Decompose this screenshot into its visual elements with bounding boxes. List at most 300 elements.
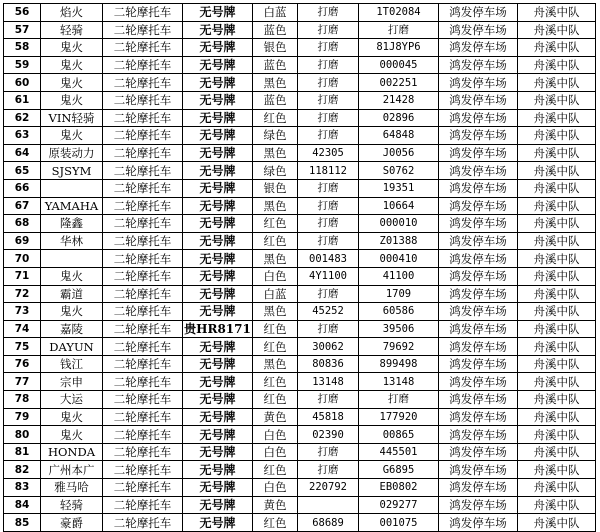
row-number-cell: 85 [4, 514, 41, 532]
squad-cell: 舟溪中队 [518, 232, 596, 250]
vehicle-type-cell: 二轮摩托车 [103, 39, 183, 57]
row-number-cell: 84 [4, 496, 41, 514]
brand-cell: SJSYM [41, 162, 103, 180]
plate-cell: 无号牌 [183, 496, 253, 514]
color-cell: 白色 [253, 267, 298, 285]
brand-cell: YAMAHA [41, 197, 103, 215]
row-number-cell: 73 [4, 303, 41, 321]
frame-number-cell: 899498 [359, 355, 439, 373]
vehicle-type-cell: 二轮摩托车 [103, 162, 183, 180]
vehicle-type-cell: 二轮摩托车 [103, 127, 183, 145]
engine-number-cell: 打磨 [298, 285, 359, 303]
parking-lot-cell: 鸿发停车场 [439, 373, 518, 391]
squad-cell: 舟溪中队 [518, 408, 596, 426]
row-number-cell: 83 [4, 479, 41, 497]
frame-number-cell: 打磨 [359, 21, 439, 39]
frame-number-cell: S0762 [359, 162, 439, 180]
parking-lot-cell: 鸿发停车场 [439, 267, 518, 285]
color-cell: 黑色 [253, 303, 298, 321]
brand-cell: 鬼火 [41, 56, 103, 74]
frame-number-cell: J0056 [359, 144, 439, 162]
brand-cell: 焰火 [41, 4, 103, 22]
plate-cell: 无号牌 [183, 162, 253, 180]
engine-number-cell: 打磨 [298, 109, 359, 127]
parking-lot-cell: 鸿发停车场 [439, 4, 518, 22]
color-cell: 黑色 [253, 74, 298, 92]
engine-number-cell: 打磨 [298, 21, 359, 39]
parking-lot-cell: 鸿发停车场 [439, 338, 518, 356]
frame-number-cell: 002251 [359, 74, 439, 92]
parking-lot-cell: 鸿发停车场 [439, 109, 518, 127]
table-row [4, 303, 596, 321]
engine-number-cell: 118112 [298, 162, 359, 180]
row-number-cell: 82 [4, 461, 41, 479]
vehicle-type-cell: 二轮摩托车 [103, 197, 183, 215]
frame-number-cell: 029277 [359, 496, 439, 514]
plate-cell: 无号牌 [183, 4, 253, 22]
frame-number-cell: 打磨 [359, 391, 439, 409]
parking-lot-cell: 鸿发停车场 [439, 91, 518, 109]
color-cell: 白色 [253, 426, 298, 444]
plate-cell: 无号牌 [183, 127, 253, 145]
brand-cell: VIN轻骑 [41, 109, 103, 127]
vehicle-type-cell: 二轮摩托车 [103, 144, 183, 162]
vehicle-type-cell: 二轮摩托车 [103, 355, 183, 373]
color-cell: 绿色 [253, 127, 298, 145]
color-cell: 白色 [253, 479, 298, 497]
frame-number-cell: 00865 [359, 426, 439, 444]
vehicle-type-cell: 二轮摩托车 [103, 320, 183, 338]
parking-lot-cell: 鸿发停车场 [439, 496, 518, 514]
row-number-cell: 58 [4, 39, 41, 57]
brand-cell: 广州本广 [41, 461, 103, 479]
frame-number-cell: 001075 [359, 514, 439, 532]
brand-cell: 鬼火 [41, 39, 103, 57]
table-row [4, 267, 596, 285]
plate-cell: 无号牌 [183, 56, 253, 74]
frame-number-cell: 000410 [359, 250, 439, 268]
table-row [4, 39, 596, 57]
plate-cell: 无号牌 [183, 373, 253, 391]
vehicle-type-cell: 二轮摩托车 [103, 391, 183, 409]
vehicle-type-cell: 二轮摩托车 [103, 109, 183, 127]
engine-number-cell: 打磨 [298, 4, 359, 22]
plate-cell: 无号牌 [183, 215, 253, 233]
table-row [4, 144, 596, 162]
table-row [4, 127, 596, 145]
brand-cell: 原装动力 [41, 144, 103, 162]
row-number-cell: 81 [4, 443, 41, 461]
row-number-cell: 77 [4, 373, 41, 391]
squad-cell: 舟溪中队 [518, 21, 596, 39]
vehicle-type-cell: 二轮摩托车 [103, 426, 183, 444]
engine-number-cell: 68689 [298, 514, 359, 532]
row-number-cell: 76 [4, 355, 41, 373]
engine-number-cell: 45252 [298, 303, 359, 321]
row-number-cell: 62 [4, 109, 41, 127]
plate-cell: 贵HR8171 [184, 321, 251, 336]
squad-cell: 舟溪中队 [518, 215, 596, 233]
row-number-cell: 80 [4, 426, 41, 444]
color-cell: 银色 [253, 179, 298, 197]
table-row [4, 4, 596, 22]
parking-lot-cell: 鸿发停车场 [439, 479, 518, 497]
row-number-cell: 60 [4, 74, 41, 92]
plate-cell: 无号牌 [183, 144, 253, 162]
color-cell: 红色 [253, 232, 298, 250]
parking-lot-cell: 鸿发停车场 [439, 232, 518, 250]
plate-cell: 无号牌 [183, 232, 253, 250]
color-cell: 白蓝 [253, 4, 298, 22]
vehicle-type-cell: 二轮摩托车 [103, 232, 183, 250]
plate-cell: 无号牌 [183, 39, 253, 57]
table-row [4, 514, 596, 532]
plate-cell: 无号牌 [183, 303, 253, 321]
squad-cell: 舟溪中队 [518, 303, 596, 321]
frame-number-cell: 81J8YP6 [359, 39, 439, 57]
squad-cell: 舟溪中队 [518, 285, 596, 303]
table-row [4, 21, 596, 39]
table-row [4, 426, 596, 444]
engine-number-cell: 打磨 [298, 39, 359, 57]
frame-number-cell: EB0802 [359, 479, 439, 497]
vehicle-type-cell: 二轮摩托车 [103, 443, 183, 461]
color-cell: 红色 [253, 391, 298, 409]
brand-cell: 雅马哈 [41, 479, 103, 497]
squad-cell: 舟溪中队 [518, 426, 596, 444]
parking-lot-cell: 鸿发停车场 [439, 391, 518, 409]
plate-cell: 无号牌 [183, 426, 253, 444]
plate-cell: 无号牌 [183, 461, 253, 479]
vehicle-type-cell: 二轮摩托车 [103, 514, 183, 532]
squad-cell: 舟溪中队 [518, 39, 596, 57]
color-cell: 绿色 [253, 162, 298, 180]
squad-cell: 舟溪中队 [518, 74, 596, 92]
engine-number-cell: 001483 [298, 250, 359, 268]
plate-cell: 无号牌 [183, 391, 253, 409]
frame-number-cell: 177920 [359, 408, 439, 426]
plate-cell: 无号牌 [183, 514, 253, 532]
squad-cell: 舟溪中队 [518, 373, 596, 391]
row-number-cell: 65 [4, 162, 41, 180]
squad-cell: 舟溪中队 [518, 127, 596, 145]
squad-cell: 舟溪中队 [518, 179, 596, 197]
brand-cell: 鬼火 [41, 267, 103, 285]
plate-cell: 无号牌 [183, 179, 253, 197]
vehicle-type-cell: 二轮摩托车 [103, 285, 183, 303]
plate-cell: 无号牌 [183, 338, 253, 356]
squad-cell: 舟溪中队 [518, 443, 596, 461]
vehicle-table-body [4, 4, 596, 532]
row-number-cell: 59 [4, 56, 41, 74]
color-cell: 红色 [253, 320, 298, 338]
vehicle-type-cell: 二轮摩托车 [103, 461, 183, 479]
parking-lot-cell: 鸿发停车场 [439, 179, 518, 197]
table-row [4, 461, 596, 479]
frame-number-cell: 1709 [359, 285, 439, 303]
parking-lot-cell: 鸿发停车场 [439, 144, 518, 162]
plate-cell: 无号牌 [183, 408, 253, 426]
engine-number-cell: 30062 [298, 338, 359, 356]
table-row [4, 232, 596, 250]
frame-number-cell: 60586 [359, 303, 439, 321]
engine-number-cell: 打磨 [298, 320, 359, 338]
frame-number-cell: 41100 [359, 267, 439, 285]
color-cell: 红色 [253, 373, 298, 391]
color-cell: 银色 [253, 39, 298, 57]
vehicle-type-cell: 二轮摩托车 [103, 267, 183, 285]
vehicle-type-cell: 二轮摩托车 [103, 4, 183, 22]
engine-number-cell: 打磨 [298, 197, 359, 215]
vehicle-type-cell: 二轮摩托车 [103, 74, 183, 92]
brand-cell: 轻骑 [41, 496, 103, 514]
squad-cell: 舟溪中队 [518, 162, 596, 180]
table-row [4, 285, 596, 303]
frame-number-cell: 000010 [359, 215, 439, 233]
brand-cell [41, 179, 103, 197]
table-row [4, 391, 596, 409]
row-number-cell: 67 [4, 197, 41, 215]
brand-cell: 大运 [41, 391, 103, 409]
row-number-cell: 75 [4, 338, 41, 356]
vehicle-type-cell: 二轮摩托车 [103, 496, 183, 514]
parking-lot-cell: 鸿发停车场 [439, 426, 518, 444]
table-row [4, 215, 596, 233]
table-row [4, 338, 596, 356]
frame-number-cell: 445501 [359, 443, 439, 461]
plate-cell: 无号牌 [183, 74, 253, 92]
engine-number-cell: 打磨 [298, 391, 359, 409]
engine-number-cell: 4Y1100 [298, 267, 359, 285]
row-number-cell: 61 [4, 91, 41, 109]
engine-number-cell: 42305 [298, 144, 359, 162]
plate-cell: 无号牌 [183, 443, 253, 461]
brand-cell: 嘉陵 [41, 320, 103, 338]
parking-lot-cell: 鸿发停车场 [439, 461, 518, 479]
squad-cell: 舟溪中队 [518, 514, 596, 532]
row-number-cell: 68 [4, 215, 41, 233]
vehicle-type-cell: 二轮摩托车 [103, 479, 183, 497]
row-number-cell: 56 [4, 4, 41, 22]
frame-number-cell: 64848 [359, 127, 439, 145]
parking-lot-cell: 鸿发停车场 [439, 443, 518, 461]
row-number-cell: 71 [4, 267, 41, 285]
brand-cell: HONDA [41, 443, 103, 461]
parking-lot-cell: 鸿发停车场 [439, 250, 518, 268]
frame-number-cell: 21428 [359, 91, 439, 109]
brand-cell: 鬼火 [41, 303, 103, 321]
engine-number-cell [298, 496, 359, 514]
table-row [4, 250, 596, 268]
squad-cell: 舟溪中队 [518, 320, 596, 338]
table-row [4, 355, 596, 373]
plate-cell: 无号牌 [183, 479, 253, 497]
engine-number-cell: 打磨 [298, 461, 359, 479]
table-row [4, 162, 596, 180]
row-number-cell: 78 [4, 391, 41, 409]
squad-cell: 舟溪中队 [518, 461, 596, 479]
vehicle-type-cell: 二轮摩托车 [103, 179, 183, 197]
brand-cell: 豪爵 [41, 514, 103, 532]
plate-cell: 无号牌 [183, 267, 253, 285]
row-number-cell: 63 [4, 127, 41, 145]
parking-lot-cell: 鸿发停车场 [439, 355, 518, 373]
plate-cell: 无号牌 [183, 285, 253, 303]
squad-cell: 舟溪中队 [518, 391, 596, 409]
squad-cell: 舟溪中队 [518, 338, 596, 356]
vehicle-type-cell: 二轮摩托车 [103, 21, 183, 39]
squad-cell: 舟溪中队 [518, 197, 596, 215]
row-number-cell: 72 [4, 285, 41, 303]
squad-cell: 舟溪中队 [518, 267, 596, 285]
squad-cell: 舟溪中队 [518, 109, 596, 127]
brand-cell: 隆鑫 [41, 215, 103, 233]
brand-cell: 鬼火 [41, 426, 103, 444]
frame-number-cell: 000045 [359, 56, 439, 74]
squad-cell: 舟溪中队 [518, 4, 596, 22]
parking-lot-cell: 鸿发停车场 [439, 162, 518, 180]
color-cell: 红色 [253, 109, 298, 127]
parking-lot-cell: 鸿发停车场 [439, 285, 518, 303]
frame-number-cell: Z01388 [359, 232, 439, 250]
brand-cell: 华林 [41, 232, 103, 250]
vehicle-type-cell: 二轮摩托车 [103, 338, 183, 356]
squad-cell: 舟溪中队 [518, 496, 596, 514]
table-row [4, 179, 596, 197]
table-row [4, 56, 596, 74]
row-number-cell: 79 [4, 408, 41, 426]
vehicle-type-cell: 二轮摩托车 [103, 250, 183, 268]
table-row [4, 496, 596, 514]
engine-number-cell: 打磨 [298, 74, 359, 92]
parking-lot-cell: 鸿发停车场 [439, 197, 518, 215]
color-cell: 黑色 [253, 250, 298, 268]
brand-cell: 鬼火 [41, 91, 103, 109]
table-row [4, 197, 596, 215]
engine-number-cell: 打磨 [298, 443, 359, 461]
frame-number-cell: 19351 [359, 179, 439, 197]
color-cell: 黑色 [253, 197, 298, 215]
engine-number-cell: 220792 [298, 479, 359, 497]
frame-number-cell: G6895 [359, 461, 439, 479]
color-cell: 白色 [253, 443, 298, 461]
plate-cell: 无号牌 [183, 197, 253, 215]
parking-lot-cell: 鸿发停车场 [439, 215, 518, 233]
parking-lot-cell: 鸿发停车场 [439, 74, 518, 92]
parking-lot-cell: 鸿发停车场 [439, 21, 518, 39]
engine-number-cell: 13148 [298, 373, 359, 391]
squad-cell: 舟溪中队 [518, 250, 596, 268]
vehicle-type-cell: 二轮摩托车 [103, 56, 183, 74]
brand-cell: 宗申 [41, 373, 103, 391]
vehicle-type-cell: 二轮摩托车 [103, 215, 183, 233]
engine-number-cell: 45818 [298, 408, 359, 426]
vehicle-type-cell: 二轮摩托车 [103, 303, 183, 321]
vehicle-type-cell: 二轮摩托车 [103, 373, 183, 391]
squad-cell: 舟溪中队 [518, 56, 596, 74]
frame-number-cell: 79692 [359, 338, 439, 356]
vehicle-table-container [3, 3, 596, 532]
table-row [4, 373, 596, 391]
table-row [4, 91, 596, 109]
frame-number-cell: 13148 [359, 373, 439, 391]
table-row [4, 109, 596, 127]
table-row [4, 443, 596, 461]
color-cell: 蓝色 [253, 56, 298, 74]
parking-lot-cell: 鸿发停车场 [439, 56, 518, 74]
engine-number-cell: 80836 [298, 355, 359, 373]
row-number-cell: 57 [4, 21, 41, 39]
brand-cell [41, 250, 103, 268]
engine-number-cell: 打磨 [298, 56, 359, 74]
color-cell: 白蓝 [253, 285, 298, 303]
color-cell: 黑色 [253, 355, 298, 373]
row-number-cell: 66 [4, 179, 41, 197]
squad-cell: 舟溪中队 [518, 479, 596, 497]
color-cell: 黄色 [253, 496, 298, 514]
table-row [4, 408, 596, 426]
brand-cell: DAYUN [41, 338, 103, 356]
row-number-cell: 69 [4, 232, 41, 250]
brand-cell: 钱江 [41, 355, 103, 373]
frame-number-cell: 1T02084 [359, 4, 439, 22]
plate-cell: 无号牌 [183, 355, 253, 373]
brand-cell: 轻骑 [41, 21, 103, 39]
color-cell: 红色 [253, 338, 298, 356]
engine-number-cell: 打磨 [298, 91, 359, 109]
parking-lot-cell: 鸿发停车场 [439, 514, 518, 532]
frame-number-cell: 02896 [359, 109, 439, 127]
color-cell: 黄色 [253, 408, 298, 426]
parking-lot-cell: 鸿发停车场 [439, 127, 518, 145]
engine-number-cell: 打磨 [298, 232, 359, 250]
row-number-cell: 64 [4, 144, 41, 162]
color-cell: 红色 [253, 514, 298, 532]
color-cell: 黑色 [253, 144, 298, 162]
table-row [4, 320, 596, 338]
color-cell: 红色 [253, 461, 298, 479]
brand-cell: 鬼火 [41, 127, 103, 145]
brand-cell: 鬼火 [41, 408, 103, 426]
frame-number-cell: 39506 [359, 320, 439, 338]
plate-cell: 无号牌 [183, 250, 253, 268]
parking-lot-cell: 鸿发停车场 [439, 320, 518, 338]
table-row [4, 479, 596, 497]
engine-number-cell: 打磨 [298, 127, 359, 145]
squad-cell: 舟溪中队 [518, 91, 596, 109]
parking-lot-cell: 鸿发停车场 [439, 303, 518, 321]
brand-cell: 霸道 [41, 285, 103, 303]
parking-lot-cell: 鸿发停车场 [439, 408, 518, 426]
vehicle-table [3, 3, 596, 532]
engine-number-cell: 02390 [298, 426, 359, 444]
color-cell: 蓝色 [253, 21, 298, 39]
engine-number-cell: 打磨 [298, 215, 359, 233]
row-number-cell: 74 [4, 320, 41, 338]
parking-lot-cell: 鸿发停车场 [439, 39, 518, 57]
plate-cell: 无号牌 [183, 91, 253, 109]
squad-cell: 舟溪中队 [518, 355, 596, 373]
squad-cell: 舟溪中队 [518, 144, 596, 162]
color-cell: 蓝色 [253, 91, 298, 109]
vehicle-type-cell: 二轮摩托车 [103, 408, 183, 426]
vehicle-type-cell: 二轮摩托车 [103, 91, 183, 109]
engine-number-cell: 打磨 [298, 179, 359, 197]
plate-cell: 无号牌 [183, 109, 253, 127]
table-row [4, 74, 596, 92]
plate-cell: 无号牌 [183, 21, 253, 39]
frame-number-cell: 10664 [359, 197, 439, 215]
